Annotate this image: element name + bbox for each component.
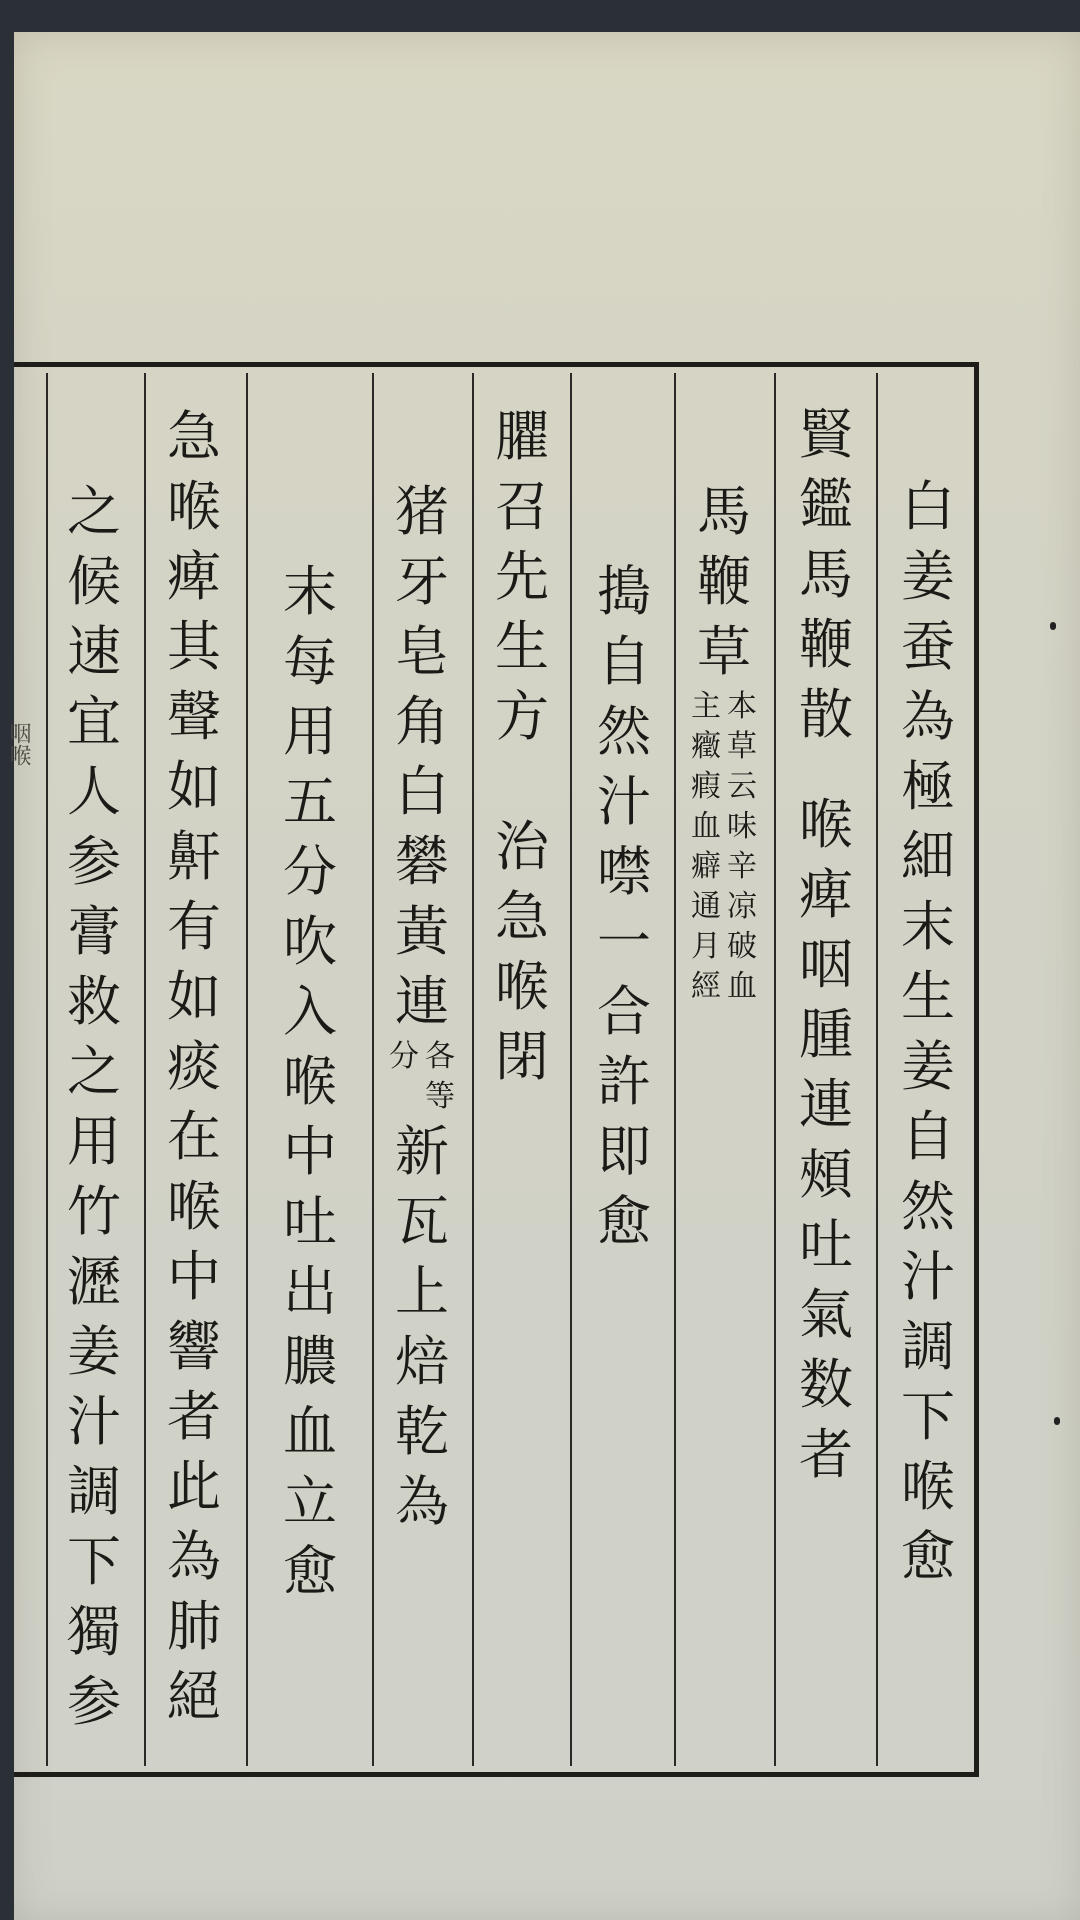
margin-label: 咽喉	[6, 722, 31, 766]
character: 者	[799, 1423, 853, 1486]
character: 出	[283, 1260, 337, 1323]
character: 宜	[67, 690, 121, 753]
character: 膏	[67, 900, 121, 963]
text-column	[275, 557, 345, 1607]
character: 為	[395, 1470, 449, 1533]
character: 調	[901, 1315, 955, 1378]
character: 有	[167, 895, 221, 958]
character: 如	[167, 965, 221, 1028]
character: 然	[597, 700, 651, 763]
character: 急	[495, 885, 549, 948]
character: 合	[597, 980, 651, 1043]
column-rule	[246, 373, 248, 1766]
character: 之	[67, 480, 121, 543]
character: 姜	[901, 1035, 955, 1098]
character: 下	[67, 1530, 121, 1593]
character: 鼾	[167, 825, 221, 888]
character: 愈	[597, 1190, 651, 1253]
character: 先	[495, 545, 549, 608]
character: 每	[283, 630, 337, 693]
character: 即	[597, 1120, 651, 1183]
character: 末	[283, 560, 337, 623]
character: 吐	[799, 1213, 853, 1276]
character: 馬	[697, 480, 751, 543]
character: 蚕	[901, 615, 955, 678]
character: 頰	[799, 1143, 853, 1206]
character: 響	[167, 1315, 221, 1378]
column-rule	[472, 373, 474, 1766]
annotation-note	[689, 687, 759, 1007]
character: 急	[167, 405, 221, 468]
character: 此	[167, 1455, 221, 1518]
character: 参	[67, 830, 121, 893]
text-column	[689, 477, 759, 1007]
character: 喉	[495, 955, 549, 1018]
character: 痰	[167, 1035, 221, 1098]
character: 氣	[799, 1283, 853, 1346]
character: 姜	[901, 545, 955, 608]
column-rule	[570, 373, 572, 1766]
column-rule	[46, 373, 48, 1766]
character: 之	[67, 1040, 121, 1103]
character: 自	[597, 630, 651, 693]
character: 汁	[901, 1245, 955, 1308]
character: 腫	[799, 1003, 853, 1066]
character: 許	[597, 1050, 651, 1113]
character: 上	[395, 1260, 449, 1323]
text-column	[159, 402, 229, 1732]
character: 愈	[901, 1525, 955, 1588]
character: 馬	[799, 543, 853, 606]
character: 絕	[167, 1665, 221, 1728]
annotation-line: 各 等	[425, 1039, 455, 1114]
text-column	[387, 477, 457, 1537]
character: 喉	[167, 475, 221, 538]
character: 乾	[395, 1400, 449, 1463]
character: 臞	[495, 405, 549, 468]
text-column	[791, 400, 861, 1490]
character: 如	[167, 755, 221, 818]
character: 細	[901, 825, 955, 888]
character: 角	[395, 690, 449, 753]
character: 閉	[495, 1025, 549, 1088]
character: 散	[799, 683, 853, 746]
character: 膿	[283, 1330, 337, 1393]
character: 者	[167, 1385, 221, 1448]
character: 皂	[395, 620, 449, 683]
character: 痺	[167, 545, 221, 608]
character: 自	[901, 1105, 955, 1168]
character: 喉	[799, 793, 853, 856]
character: 中	[167, 1245, 221, 1308]
character: 咽	[799, 933, 853, 996]
column-rule	[144, 373, 146, 1766]
character: 竹	[67, 1180, 121, 1243]
character: 連	[799, 1073, 853, 1136]
character: 喉	[167, 1175, 221, 1238]
character: 在	[167, 1105, 221, 1168]
character: 其	[167, 615, 221, 678]
character: 一	[597, 910, 651, 973]
character: 治	[495, 815, 549, 878]
character: 為	[167, 1525, 221, 1588]
character: 搗	[597, 560, 651, 623]
text-column	[487, 402, 557, 1092]
character: 鞭	[697, 550, 751, 613]
character: 焙	[395, 1330, 449, 1393]
character: 黃	[395, 900, 449, 963]
character: 聲	[167, 685, 221, 748]
annotation-note	[387, 1037, 457, 1117]
character: 吹	[283, 910, 337, 973]
character: 連	[395, 970, 449, 1033]
character: 噤	[597, 840, 651, 903]
character: 草	[697, 620, 751, 683]
column-rule	[774, 373, 776, 1766]
character: 参	[67, 1670, 121, 1733]
character: 瓦	[395, 1190, 449, 1253]
character: 喉	[901, 1455, 955, 1518]
character: 新	[395, 1120, 449, 1183]
character: 入	[283, 980, 337, 1043]
annotation-line: 本 草 云 味 辛 凉 破 血	[727, 689, 757, 1004]
character: 末	[901, 895, 955, 958]
character: 鞭	[799, 613, 853, 676]
character: 猪	[395, 480, 449, 543]
character: 救	[67, 970, 121, 1033]
character: 人	[67, 760, 121, 823]
character: 極	[901, 755, 955, 818]
text-column	[893, 472, 963, 1592]
character: 生	[901, 965, 955, 1028]
character: 姜	[67, 1320, 121, 1383]
character: 獨	[67, 1600, 121, 1663]
column-rule	[372, 373, 374, 1766]
character: 賢	[799, 403, 853, 466]
character: 瀝	[67, 1250, 121, 1313]
column-rule	[674, 373, 676, 1766]
character: 喉	[283, 1050, 337, 1113]
character: 用	[283, 700, 337, 763]
character: 愈	[283, 1540, 337, 1603]
character: 五	[283, 770, 337, 833]
character: 候	[67, 550, 121, 613]
character: 召	[495, 475, 549, 538]
character: 吐	[283, 1190, 337, 1253]
character: 用	[67, 1110, 121, 1173]
character: 為	[901, 685, 955, 748]
character: 下	[901, 1385, 955, 1448]
character: 速	[67, 620, 121, 683]
character: 白	[901, 475, 955, 538]
character: 汁	[67, 1390, 121, 1453]
character: 痺	[799, 863, 853, 926]
character: 生	[495, 615, 549, 678]
ink-dot	[1050, 622, 1056, 630]
character: 調	[67, 1460, 121, 1523]
character: 数	[799, 1353, 853, 1416]
character: 血	[283, 1400, 337, 1463]
character: 肺	[167, 1595, 221, 1658]
ink-dot	[1054, 1417, 1060, 1425]
annotation-line: 主 癥 瘕 血 癖 通 月 經	[691, 689, 721, 1004]
annotation-line: 分	[389, 1039, 419, 1074]
character: 方	[495, 685, 549, 748]
column-rule	[876, 373, 878, 1766]
character: 中	[283, 1120, 337, 1183]
character: 鑑	[799, 473, 853, 536]
character: 白	[395, 760, 449, 823]
book-page	[6, 32, 1080, 1920]
character: 然	[901, 1175, 955, 1238]
character: 牙	[395, 550, 449, 613]
text-column	[59, 477, 129, 1737]
character: 立	[283, 1470, 337, 1533]
character: 礬	[395, 830, 449, 893]
character: 汁	[597, 770, 651, 833]
text-column	[589, 557, 659, 1257]
character: 分	[283, 840, 337, 903]
